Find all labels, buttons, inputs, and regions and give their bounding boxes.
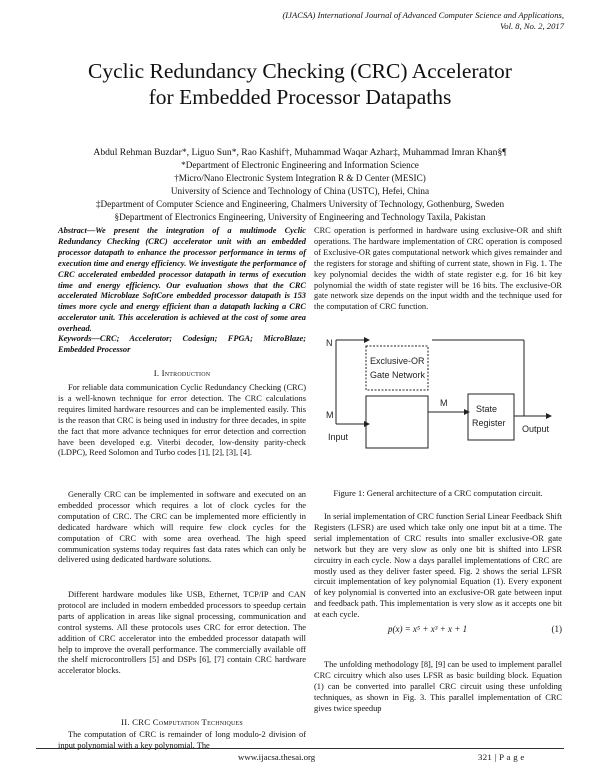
- paragraph-right-2: In serial implementation of CRC function Serial Linear Feedback Shift Registers (LFSR) are used which take only one input bit at a time. The serial implementation of CRC results into smaller exclusive-OR gate network but they are very slow as only one bit is shifted into LFSR circuitry in each cycle. Now a days parallel implementations of CRC are mostly used as they deliver faster speed. Fig. 2 shows the serial LFSR circuit implementation of key polynomial Equation (1). Every exponent of key polynomial is converted into an exclusive-OR gate between input and feedback path. This implementation is very slow as it accepts one bit at each cycle.: [314, 512, 562, 620]
- section-heading-crc-techniques: II. CRC Computation Techniques: [121, 717, 243, 727]
- title-line2: for Embedded Processor Datapaths: [148, 85, 452, 109]
- fig-xor-line2: Gate Network: [370, 370, 426, 380]
- fig-state-line1: State: [476, 404, 498, 414]
- equation-number: (1): [551, 624, 562, 634]
- abstract: [58, 226, 306, 335]
- abstract-label: Abstract—: [58, 226, 96, 235]
- paragraph-right-1: CRC operation is performed in hardware using exclusive-OR and shift operations. The hardware implementation of CRC operation is composed of Exclusive-OR gates computational network which gives remainder and the registers for storage and shifting of current state, shown in Fig. 1. The key polynomial decides the width of state register e.g. for 16 bit key polynomial the width of state register will be 16 bits. The exclusive-OR gate network size depends on the input width and the technique used for the computation of CRC function.: [314, 226, 562, 312]
- author-names: Abdul Rehman Buzdar*, Liguo Sun*, Rao Kashif†, Muhammad Waqar Azhar‡, Muhammad Imran Khan§¶: [93, 147, 507, 158]
- fig-label-m2: M: [440, 398, 448, 408]
- footer-rule: [36, 748, 564, 749]
- paragraph-intro-2: Generally CRC can be implemented in software and executed on an embedded processor which requires a lot of clock cycles for the computation of CRC. The CRC can be implemented more efficiently in dedicated hardware which will require few clock cycles for the computation of CRC with some area overhead. The high speed communication systems today requires fast data rates which can only be delivered using dedicated hardware solutions.: [58, 490, 306, 565]
- keywords: [58, 334, 306, 356]
- figure-1-diagram: [326, 332, 562, 482]
- paragraph-intro-1: For reliable data communication Cyclic Redundancy Checking (CRC) is a well-known technique for error detection. The CRC calculations requires limited hardware resources and can be implemented easily. This is the reason that CRC is being used in industry for three decades, in spite the fact that more advance techniques for error detection and correction have been developed e.g. Viterbi decoder, low-density parity-check (LDPC), Reed Solomon and Turbo codes [1], [2], [3], [4].: [58, 383, 306, 458]
- affiliation-4: ‡Department of Computer Science and Engineering, Chalmers University of Technology, Gothenburg, Sweden: [95, 199, 505, 209]
- journal-header-line1: (IJACSA) International Journal of Advanced Computer Science and Applications,: [282, 10, 564, 20]
- figure-1-caption: Figure 1: General architecture of a CRC computation circuit.: [333, 488, 543, 498]
- keywords-label: Keywords—: [58, 334, 100, 343]
- fig-input-label: Input: [328, 432, 349, 442]
- affiliation-5: §Department of Electronics Engineering, University of Engineering and Technology Taxila, Pakistan: [114, 212, 486, 222]
- fig-output-label: Output: [522, 424, 550, 434]
- journal-header-line2: Vol. 8, No. 2, 2017: [500, 21, 564, 31]
- paragraph-crc-1: The computation of CRC is remainder of long modulo-2 division of input polynomial with a key polynomial. The: [58, 730, 306, 750]
- journal-header: [184, 10, 564, 32]
- paper-title: [40, 58, 560, 110]
- affiliation-3: University of Science and Technology of China (USTC), Hefei, China: [170, 186, 430, 196]
- fig-label-m: M: [326, 410, 334, 420]
- fig-xor-line1: Exclusive-OR: [370, 356, 425, 366]
- author-block: [30, 146, 570, 224]
- equation-body: p(x) = x⁵ + x³ + x + 1: [388, 624, 468, 634]
- fig-state-line2: Register: [472, 418, 506, 428]
- abstract-text: We present the integration of a multimode Cyclic Redundancy Checking (CRC) accelerator unit with an embedded processor datapath to enhance the processor performance in terms of execution time and energy efficiency. We investigate the performance of CRC accelerated embedded processor datapath in terms of execution time and energy efficiency. Our evaluation shows that the CRC accelerated Microblaze SoftCore embedded processor datapath is 153 times more cycle and energy efficient than a datapath lacking a CRC accelerator unit. This acceleration is achieved at the cost of some area overhead.: [58, 226, 306, 334]
- paragraph-intro-3: Different hardware modules like USB, Ethernet, TCP/IP and CAN protocol are included in modern embedded processors to speedup certain parts of application in areas like signal processing, communication and control systems. All these protocols uses CRC for error detection. The addition of CRC accelerator into the embedded processor datapath will help to improve the overall performance. The commercially available off the shelf microcontrollers [5] and DSPs [6], [7] contain CRC hardware accelerator blocks.: [58, 590, 306, 676]
- keywords-text: CRC; Accelerator; Codesign; FPGA; MicroBlaze; Embedded Processor: [58, 334, 306, 354]
- paragraph-right-3: The unfolding methodology [8], [9] can be used to implement parallel CRC circuitry which also uses LFSR as basic building block. Equation (1) can be converted into parallel CRC circuit using these unfolding techniques, as shown in Fig. 3. This parallel implementation of CRC gives twice speedup: [314, 660, 562, 713]
- footer-url: www.ijacsa.thesai.org: [238, 752, 316, 762]
- equation-1: [314, 624, 562, 638]
- affiliation-2: †Micro/Nano Electronic System Integration R & D Center (MESIC): [174, 173, 426, 183]
- affiliation-1: *Department of Electronic Engineering and Information Science: [181, 160, 419, 170]
- section-heading-introduction: I. Introduction: [153, 368, 211, 378]
- title-line1: Cyclic Redundancy Checking (CRC) Accelerator: [88, 59, 512, 83]
- fig-label-n: N: [326, 338, 333, 348]
- footer-page-number: 321 | P a g e: [478, 752, 525, 762]
